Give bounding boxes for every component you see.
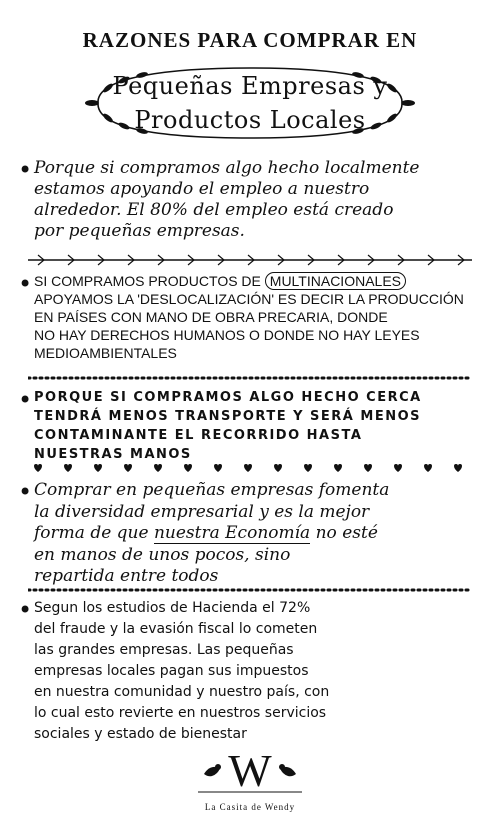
text-line: alrededor. El 80% del empleo está creado bbox=[34, 200, 394, 220]
text-line: NUESTRAS MANOS bbox=[34, 447, 192, 462]
bullet-icon: • bbox=[18, 478, 33, 506]
text-line: APOYAMOS LA 'DESLOCALIZACIÓN' ES DECIR LA PRODUCCIÓN bbox=[34, 291, 464, 307]
text-line: del fraude y la evasión fiscal lo cometen bbox=[34, 621, 318, 637]
svg-text:W: W bbox=[228, 745, 272, 796]
text-fragment: no esté bbox=[315, 523, 378, 543]
text-line: MEDIOAMBIENTALES bbox=[34, 345, 177, 361]
text-line: Comprar en pequeñas empresas fomenta bbox=[34, 480, 390, 500]
text-line: CONTAMINANTE EL RECORRIDO HASTA bbox=[34, 428, 363, 443]
title-wreath bbox=[78, 62, 422, 144]
text-line: EN PAÍSES CON MANO DE OBRA PRECARIA, DONDE bbox=[34, 309, 388, 325]
dotted-divider-icon bbox=[28, 584, 472, 596]
bullet-icon: • bbox=[18, 386, 33, 414]
text-line: sociales y estado de bienestar bbox=[34, 726, 247, 742]
reason-transport bbox=[18, 388, 486, 464]
heart-divider-icon bbox=[28, 462, 472, 474]
underlined-phrase: nuestra Economía bbox=[153, 523, 311, 543]
reason-fiscal bbox=[18, 598, 486, 745]
bullet-icon: • bbox=[18, 270, 33, 298]
text-line: empresas locales pagan sus impuestos bbox=[34, 663, 309, 679]
banner-line-1: Pequeñas Empresas y bbox=[112, 72, 388, 100]
brand-name: La Casita de Wendy bbox=[204, 802, 296, 812]
text-line bbox=[18, 523, 486, 545]
text-line: repartida entre todos bbox=[34, 566, 219, 586]
reason-multinationals bbox=[18, 272, 486, 362]
text-line: TENDRÁ MENOS TRANSPORTE Y SERÁ MENOS bbox=[34, 409, 422, 424]
reason-diversity bbox=[18, 480, 486, 588]
text-line: estamos apoyando el empleo a nuestro bbox=[34, 179, 370, 199]
text-line: en nuestra comunidad y nuestro país, con bbox=[34, 684, 330, 700]
text-line: Segun los estudios de Hacienda el 72% bbox=[34, 600, 311, 616]
bullet-icon: • bbox=[18, 156, 33, 184]
arrow-divider-icon bbox=[28, 254, 472, 266]
text-fragment: SI COMPRAMOS PRODUCTOS DE bbox=[34, 273, 261, 289]
banner-line-2: Productos Locales bbox=[134, 106, 366, 134]
text-line: NO HAY DERECHOS HUMANOS O DONDE NO HAY LEYES bbox=[34, 327, 420, 343]
brand-logo bbox=[190, 740, 310, 830]
poster-title: RAZONES PARA COMPRAR EN bbox=[82, 28, 418, 52]
text-line: la diversidad empresarial y es la mejor bbox=[34, 501, 370, 522]
bullet-icon: • bbox=[18, 596, 33, 624]
text-line: en manos de unos pocos, sino bbox=[34, 544, 291, 565]
text-line: las grandes empresas. Las pequeñas bbox=[34, 642, 294, 658]
text-fragment: forma de que bbox=[34, 523, 149, 543]
text-line: Porque si compramos algo hecho localmente bbox=[34, 158, 420, 178]
boxed-word: MULTINACIONALES bbox=[265, 272, 406, 290]
text-line: por pequeñas empresas. bbox=[34, 221, 245, 241]
text-line: lo cual esto revierte en nuestros servicios bbox=[34, 705, 327, 721]
dotted-divider-icon bbox=[28, 372, 472, 384]
text-line: PORQUE SI COMPRAMOS ALGO HECHO CERCA bbox=[34, 390, 422, 405]
birds-monogram-icon bbox=[190, 740, 310, 800]
text-line bbox=[18, 272, 486, 290]
reason-employment bbox=[18, 158, 486, 242]
